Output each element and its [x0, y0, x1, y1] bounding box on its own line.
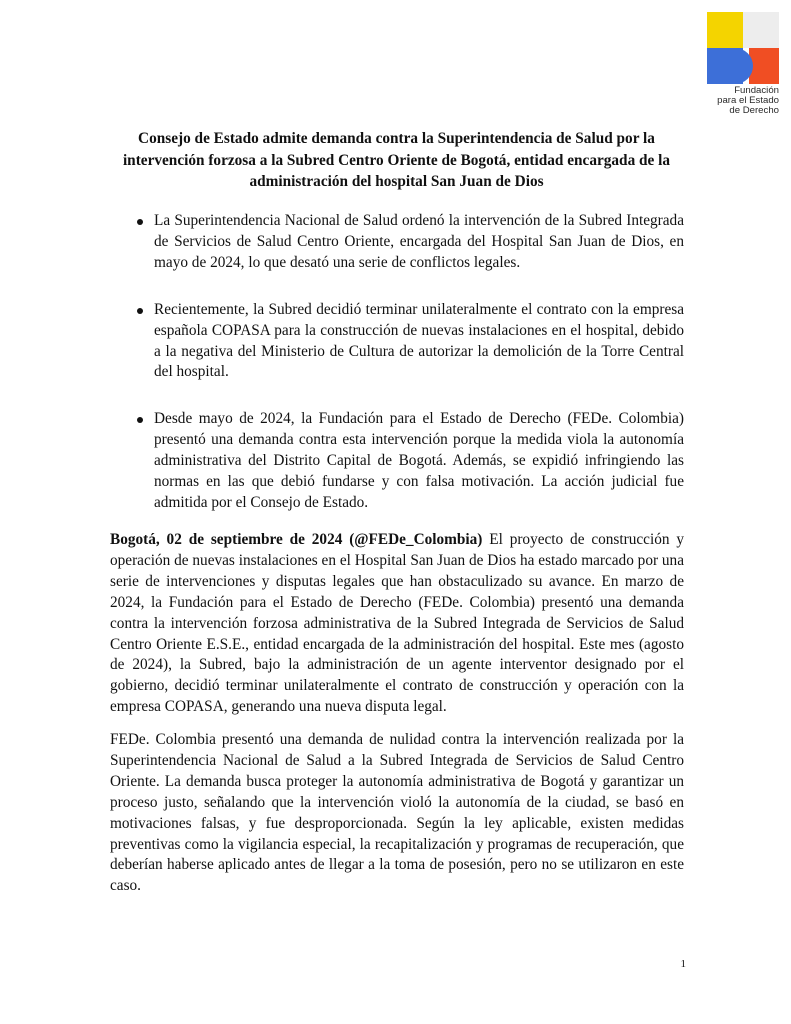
- logo-text-line: de Derecho: [729, 104, 779, 116]
- body-paragraph-1: [110, 530, 684, 718]
- logo-yellow-block: [707, 12, 743, 48]
- logo-text-line: Fundación: [734, 85, 779, 96]
- summary-bullet: Desde mayo de 2024, la Fundación para el Estado de Derecho (FEDe. Colombia) presentó una demanda contra esta intervención porque la medida viola la autonomía administrativa del Distrito Capital de Bogotá. Además, se expidió infringiendo las normas en las que debió fundarse y con falsa motivación. La acción judicial fue admitida por el Consejo de Estado.: [154, 409, 684, 514]
- logo-text-line: para el Estado: [717, 94, 779, 106]
- logo-text: [707, 86, 779, 115]
- summary-bullet-list: [154, 211, 684, 540]
- summary-bullet: Recientemente, la Subred decidió terminar unilateralmente el contrato con la empresa española COPASA para la construcción de nuevas instalaciones en el hospital, debido a la negativa del Ministerio de Cultura de autorizar la demolición de la Torre Central del hospital.: [154, 300, 684, 384]
- logo-orange-block: [749, 48, 779, 84]
- logo-mark-icon: [707, 12, 779, 84]
- page-number: 1: [680, 958, 686, 970]
- paragraph-1-text: El proyecto de construcción y operación de nuevas instalaciones en el Hospital San Juan de Dios ha estado marcado por una serie de intervenciones y disputas legales que han obstaculizado su avance. En marzo de 2024, la Fundación para el Estado de Derecho (FEDe. Colombia) presentó una demanda contra la intervención forzosa administrativa de la Subred Integrada de Servicios de Salud Centro Oriente E.S.E., entidad encargada de la administración del hospital. Este mes (agosto de 2024), la Subred, bajo la administración de un agente interventor designado por el gobierno, decidió terminar unilateralmente el contrato de construcción y operación con la empresa COPASA, generando una nueva disputa legal.: [110, 531, 684, 716]
- summary-bullet: La Superintendencia Nacional de Salud ordenó la intervención de la Subred Integrada de Servicios de Salud Centro Oriente, encargada del Hospital San Juan de Dios, en mayo de 2024, lo que desató una serie de conflictos legales.: [154, 211, 684, 274]
- logo-gray-block: [743, 12, 779, 48]
- document-title: Consejo de Estado admite demanda contra la Superintendencia de Salud por la intervención forzosa a la Subred Centro Oriente de Bogotá, entidad encargada de la administración del hospital San Juan de Dios: [122, 130, 671, 190]
- dateline: Bogotá, 02 de septiembre de 2024 (@FEDe_Colombia): [110, 531, 483, 548]
- fundacion-logo: [707, 12, 779, 116]
- body-paragraph-2: FEDe. Colombia presentó una demanda de nulidad contra la intervención realizada por la Superintendencia Nacional de Salud a la Subred Integrada de Servicios de Salud Centro Oriente. La demanda busca proteger la autonomía administrativa de Bogotá y garantizar un proceso justo, señalando que la intervención violó la autonomía de la ciudad, se basó en motivaciones falsas, y fue desproporcionada. Según la ley aplicable, existen medidas preventivas como la vigilancia especial, la recapitalización y programas de recuperación, que deberían haberse aplicado antes de llegar a la toma de posesión, pero no se utilizaron en este caso.: [110, 731, 684, 895]
